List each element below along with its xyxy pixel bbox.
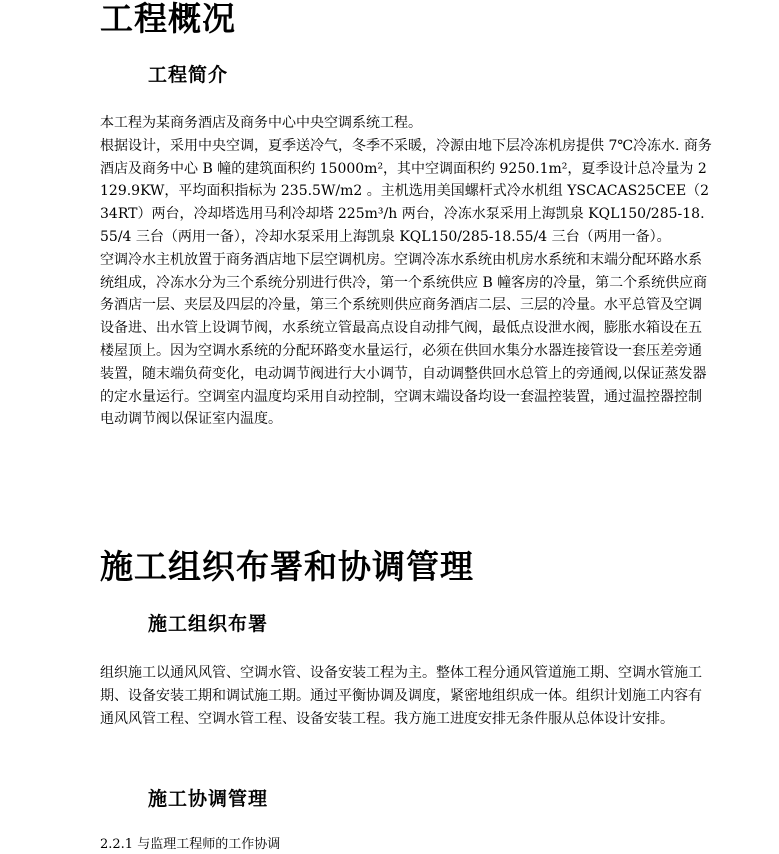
system-paragraph: 空调冷水主机放置于商务酒店地下层空调机房。空调冷冻水系统由机房水系统和末端分配环路水系统组成，冷冻水分为三个系统分别进行供冷，第一个系统供应 B 幢客房的冷量，第二个系统供应商务酒店一层、夹层及四层的冷量，第三个系统则供应商务酒店二层、三层的冷量。水平总管及空调设备进、出水管上设调节阀，水系统立管最高点设自动排气阀，最低点设泄水阀，膨胀水箱设在五楼屋顶上。因为空调水系统的分配环路变水量运行，必须在供回水集分水器连接管设一套压差旁通装置，随末端负荷变化，电动调节阀进行大小调节，自动调整供回水总管上的旁通阀,以保证蒸发器的定水量运行。空调室内温度均采用自动控制，空调末端设备均设一套温控装置，通过温控器控制电动调节阀以保证室内温度。 bbox=[100, 251, 708, 428]
subsection-supervisor-coordination: 2.2.1 与监理工程师的工作协调 bbox=[100, 837, 281, 852]
section-heading-project-overview: 工程概况 bbox=[100, 0, 236, 38]
subheading-construction-coordination: 施工协调管理 bbox=[148, 788, 269, 810]
section-heading-construction-organization: 施工组织布署和协调管理 bbox=[100, 547, 474, 586]
subheading-construction-arrangement: 施工组织布署 bbox=[148, 613, 269, 635]
intro-paragraph: 本工程为某商务酒店及商务中心中央空调系统工程。 bbox=[100, 115, 422, 131]
project-intro-body bbox=[100, 112, 712, 431]
design-paragraph: 根据设计，采用中央空调，夏季送冷气，冬季不采暖，冷源由地下层冷冻机房提供 7℃冷冻水. 商务酒店及商务中心 B 幢的建筑面积约 15000m²，其中空调面积约 9250.1m²，夏季设计总冷量为 2129.9KW，平均面积指标为 235.5W/m2 。主机选用美国螺杆式冷水机组 YSCACAS25CEE（234RT）两台，冷却塔选用马利冷却塔 225m³/h 两台，冷冻水泵采用上海凯泉 KQL150/285-18.55/4 三台（两用一备），冷却水泵采用上海凯泉 KQL150/285-18.55/4 三台（两用一备）。 bbox=[100, 137, 712, 245]
arrangement-paragraph: 组织施工以通风风管、空调水管、设备安装工程为主。整体工程分通风管道施工期、空调水管施工期、设备安装工期和调试施工期。通过平衡协调及调度，紧密地组织成一体。组织计划施工内容有通风风管工程、空调水管工程、设备安装工程。我方施工进度安排无条件服从总体设计安排。 bbox=[100, 665, 702, 727]
construction-arrangement-body bbox=[100, 662, 712, 730]
subheading-project-intro: 工程简介 bbox=[148, 64, 229, 86]
